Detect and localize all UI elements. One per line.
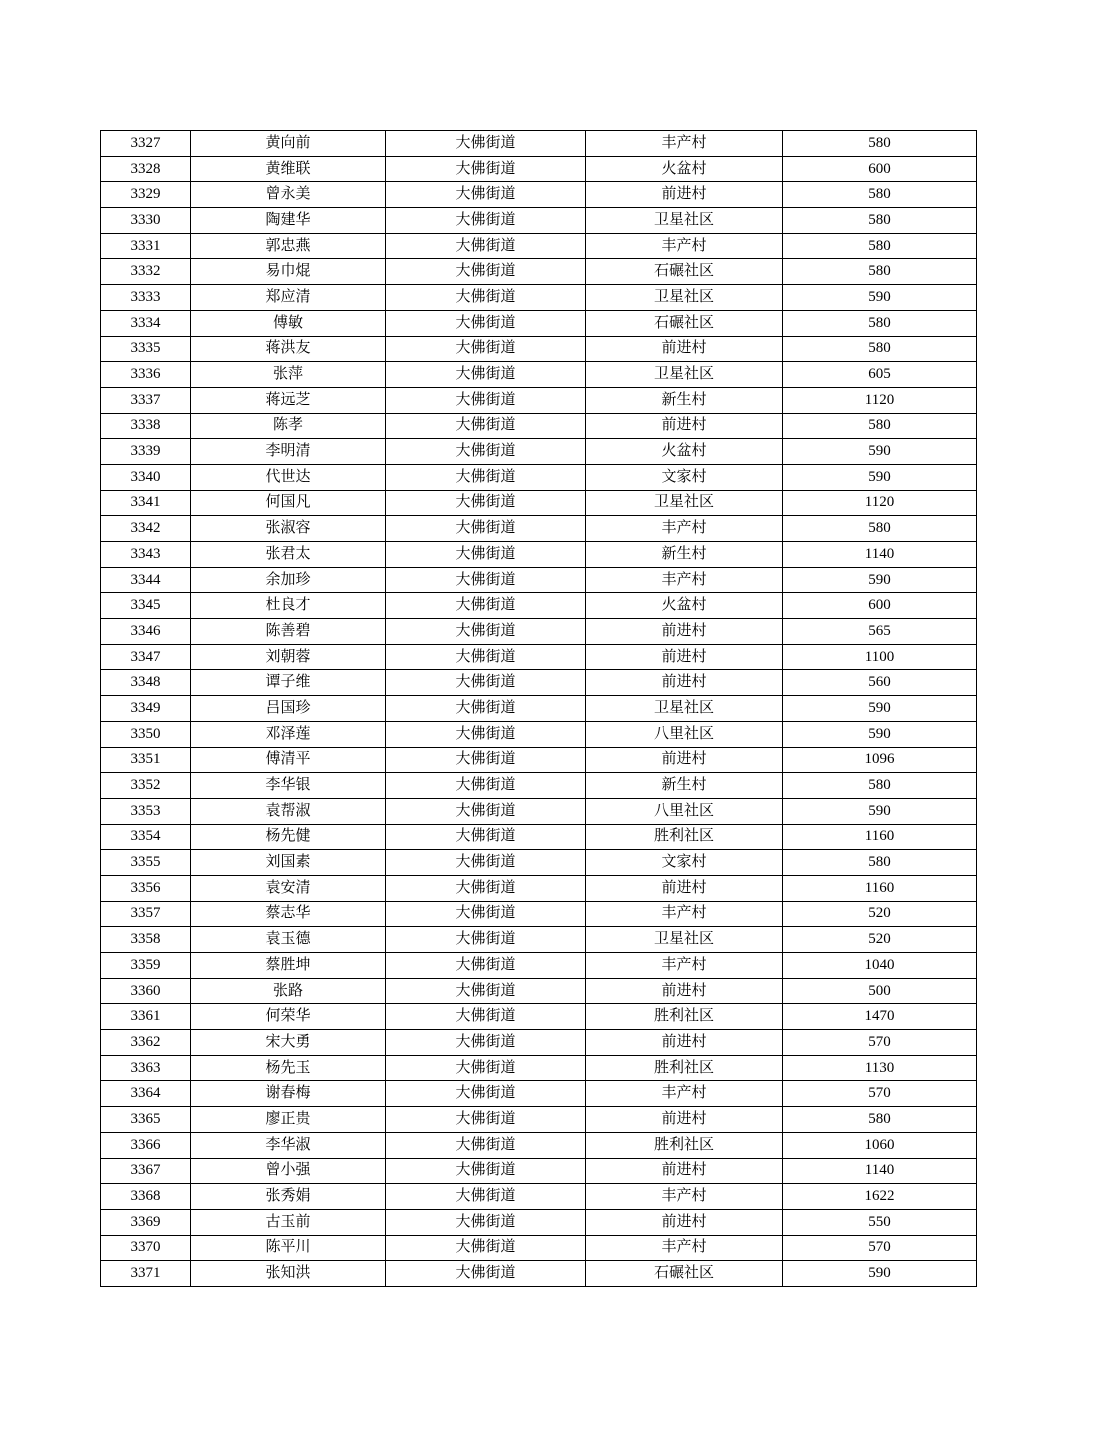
cell-street: 大佛街道 bbox=[386, 593, 586, 619]
cell-name: 蔡志华 bbox=[191, 901, 386, 927]
cell-village: 石碾社区 bbox=[586, 310, 783, 336]
cell-name: 袁帮淑 bbox=[191, 798, 386, 824]
cell-amount: 580 bbox=[783, 131, 977, 157]
cell-village: 卫星社区 bbox=[586, 696, 783, 722]
cell-amount: 600 bbox=[783, 156, 977, 182]
cell-id: 3327 bbox=[101, 131, 191, 157]
cell-street: 大佛街道 bbox=[386, 850, 586, 876]
cell-amount: 590 bbox=[783, 567, 977, 593]
cell-name: 陶建华 bbox=[191, 208, 386, 234]
cell-village: 前进村 bbox=[586, 413, 783, 439]
cell-id: 3343 bbox=[101, 542, 191, 568]
cell-village: 前进村 bbox=[586, 619, 783, 645]
table-row bbox=[101, 953, 977, 979]
cell-amount: 580 bbox=[783, 516, 977, 542]
cell-amount: 580 bbox=[783, 259, 977, 285]
cell-amount: 580 bbox=[783, 773, 977, 799]
cell-name: 张萍 bbox=[191, 362, 386, 388]
cell-amount: 1060 bbox=[783, 1132, 977, 1158]
table-row bbox=[101, 336, 977, 362]
cell-id: 3367 bbox=[101, 1158, 191, 1184]
cell-name: 杜良才 bbox=[191, 593, 386, 619]
cell-id: 3337 bbox=[101, 387, 191, 413]
cell-name: 郑应清 bbox=[191, 285, 386, 311]
cell-id: 3362 bbox=[101, 1030, 191, 1056]
cell-name: 陈孝 bbox=[191, 413, 386, 439]
cell-street: 大佛街道 bbox=[386, 1209, 586, 1235]
cell-id: 3355 bbox=[101, 850, 191, 876]
cell-village: 胜利社区 bbox=[586, 1055, 783, 1081]
cell-id: 3368 bbox=[101, 1184, 191, 1210]
table-row bbox=[101, 1235, 977, 1261]
cell-name: 廖正贵 bbox=[191, 1107, 386, 1133]
table-row bbox=[101, 670, 977, 696]
cell-amount: 1130 bbox=[783, 1055, 977, 1081]
cell-street: 大佛街道 bbox=[386, 208, 586, 234]
cell-village: 前进村 bbox=[586, 1158, 783, 1184]
cell-name: 傅敏 bbox=[191, 310, 386, 336]
cell-amount: 570 bbox=[783, 1081, 977, 1107]
cell-village: 文家村 bbox=[586, 850, 783, 876]
cell-village: 前进村 bbox=[586, 670, 783, 696]
cell-amount: 1096 bbox=[783, 747, 977, 773]
cell-amount: 590 bbox=[783, 696, 977, 722]
cell-amount: 580 bbox=[783, 310, 977, 336]
cell-amount: 590 bbox=[783, 464, 977, 490]
cell-name: 刘国素 bbox=[191, 850, 386, 876]
cell-amount: 590 bbox=[783, 1261, 977, 1287]
cell-street: 大佛街道 bbox=[386, 1030, 586, 1056]
cell-name: 张淑容 bbox=[191, 516, 386, 542]
cell-name: 陈善碧 bbox=[191, 619, 386, 645]
cell-id: 3335 bbox=[101, 336, 191, 362]
cell-amount: 500 bbox=[783, 978, 977, 1004]
cell-village: 火盆村 bbox=[586, 439, 783, 465]
cell-name: 谢春梅 bbox=[191, 1081, 386, 1107]
cell-street: 大佛街道 bbox=[386, 670, 586, 696]
cell-street: 大佛街道 bbox=[386, 413, 586, 439]
cell-village: 胜利社区 bbox=[586, 1004, 783, 1030]
cell-name: 代世达 bbox=[191, 464, 386, 490]
cell-village: 前进村 bbox=[586, 875, 783, 901]
cell-id: 3358 bbox=[101, 927, 191, 953]
cell-amount: 520 bbox=[783, 927, 977, 953]
cell-village: 丰产村 bbox=[586, 516, 783, 542]
table-row bbox=[101, 1158, 977, 1184]
cell-amount: 560 bbox=[783, 670, 977, 696]
cell-street: 大佛街道 bbox=[386, 824, 586, 850]
cell-id: 3341 bbox=[101, 490, 191, 516]
cell-name: 何国凡 bbox=[191, 490, 386, 516]
table-row bbox=[101, 901, 977, 927]
table-row bbox=[101, 464, 977, 490]
cell-amount: 580 bbox=[783, 208, 977, 234]
cell-village: 前进村 bbox=[586, 747, 783, 773]
cell-amount: 1120 bbox=[783, 490, 977, 516]
cell-village: 胜利社区 bbox=[586, 1132, 783, 1158]
table-row bbox=[101, 1132, 977, 1158]
table-row bbox=[101, 978, 977, 1004]
cell-village: 卫星社区 bbox=[586, 208, 783, 234]
cell-street: 大佛街道 bbox=[386, 1132, 586, 1158]
cell-street: 大佛街道 bbox=[386, 644, 586, 670]
cell-id: 3347 bbox=[101, 644, 191, 670]
cell-street: 大佛街道 bbox=[386, 798, 586, 824]
cell-name: 曾小强 bbox=[191, 1158, 386, 1184]
cell-village: 丰产村 bbox=[586, 131, 783, 157]
table-row bbox=[101, 1261, 977, 1287]
cell-street: 大佛街道 bbox=[386, 567, 586, 593]
cell-street: 大佛街道 bbox=[386, 696, 586, 722]
cell-street: 大佛街道 bbox=[386, 464, 586, 490]
cell-amount: 580 bbox=[783, 336, 977, 362]
table-row bbox=[101, 1004, 977, 1030]
cell-village: 前进村 bbox=[586, 1030, 783, 1056]
table-row bbox=[101, 1055, 977, 1081]
cell-name: 杨先健 bbox=[191, 824, 386, 850]
cell-amount: 590 bbox=[783, 285, 977, 311]
cell-street: 大佛街道 bbox=[386, 182, 586, 208]
cell-name: 李华淑 bbox=[191, 1132, 386, 1158]
cell-name: 张秀娟 bbox=[191, 1184, 386, 1210]
cell-street: 大佛街道 bbox=[386, 285, 586, 311]
table-row bbox=[101, 156, 977, 182]
cell-village: 火盆村 bbox=[586, 156, 783, 182]
records-table-body bbox=[101, 131, 977, 1287]
cell-amount: 580 bbox=[783, 1107, 977, 1133]
table-row bbox=[101, 413, 977, 439]
cell-name: 傅清平 bbox=[191, 747, 386, 773]
cell-amount: 590 bbox=[783, 798, 977, 824]
table-row bbox=[101, 593, 977, 619]
cell-street: 大佛街道 bbox=[386, 978, 586, 1004]
cell-amount: 600 bbox=[783, 593, 977, 619]
cell-id: 3359 bbox=[101, 953, 191, 979]
cell-id: 3339 bbox=[101, 439, 191, 465]
cell-id: 3346 bbox=[101, 619, 191, 645]
table-row bbox=[101, 567, 977, 593]
cell-name: 袁安清 bbox=[191, 875, 386, 901]
table-row bbox=[101, 259, 977, 285]
cell-street: 大佛街道 bbox=[386, 953, 586, 979]
cell-village: 前进村 bbox=[586, 644, 783, 670]
cell-street: 大佛街道 bbox=[386, 387, 586, 413]
cell-amount: 580 bbox=[783, 182, 977, 208]
cell-id: 3336 bbox=[101, 362, 191, 388]
cell-name: 宋大勇 bbox=[191, 1030, 386, 1056]
table-row bbox=[101, 1030, 977, 1056]
cell-id: 3329 bbox=[101, 182, 191, 208]
cell-street: 大佛街道 bbox=[386, 747, 586, 773]
cell-id: 3349 bbox=[101, 696, 191, 722]
cell-name: 蔡胜坤 bbox=[191, 953, 386, 979]
cell-name: 张知洪 bbox=[191, 1261, 386, 1287]
cell-street: 大佛街道 bbox=[386, 1004, 586, 1030]
cell-id: 3351 bbox=[101, 747, 191, 773]
cell-village: 丰产村 bbox=[586, 567, 783, 593]
cell-amount: 590 bbox=[783, 721, 977, 747]
cell-street: 大佛街道 bbox=[386, 1107, 586, 1133]
cell-id: 3328 bbox=[101, 156, 191, 182]
cell-street: 大佛街道 bbox=[386, 1158, 586, 1184]
cell-village: 新生村 bbox=[586, 387, 783, 413]
cell-amount: 1470 bbox=[783, 1004, 977, 1030]
cell-id: 3342 bbox=[101, 516, 191, 542]
cell-village: 卫星社区 bbox=[586, 927, 783, 953]
cell-name: 黄维联 bbox=[191, 156, 386, 182]
cell-id: 3356 bbox=[101, 875, 191, 901]
cell-id: 3344 bbox=[101, 567, 191, 593]
cell-name: 古玉前 bbox=[191, 1209, 386, 1235]
table-row bbox=[101, 927, 977, 953]
table-row bbox=[101, 490, 977, 516]
cell-id: 3370 bbox=[101, 1235, 191, 1261]
table-row bbox=[101, 875, 977, 901]
cell-id: 3353 bbox=[101, 798, 191, 824]
cell-id: 3361 bbox=[101, 1004, 191, 1030]
cell-name: 张路 bbox=[191, 978, 386, 1004]
records-table bbox=[100, 130, 977, 1287]
cell-village: 丰产村 bbox=[586, 233, 783, 259]
table-row bbox=[101, 542, 977, 568]
table-row bbox=[101, 182, 977, 208]
cell-village: 前进村 bbox=[586, 978, 783, 1004]
cell-street: 大佛街道 bbox=[386, 490, 586, 516]
table-row bbox=[101, 619, 977, 645]
cell-name: 刘朝蓉 bbox=[191, 644, 386, 670]
cell-street: 大佛街道 bbox=[386, 1261, 586, 1287]
cell-village: 八里社区 bbox=[586, 721, 783, 747]
cell-street: 大佛街道 bbox=[386, 516, 586, 542]
cell-id: 3330 bbox=[101, 208, 191, 234]
cell-id: 3360 bbox=[101, 978, 191, 1004]
table-row bbox=[101, 362, 977, 388]
cell-street: 大佛街道 bbox=[386, 310, 586, 336]
cell-village: 前进村 bbox=[586, 182, 783, 208]
cell-village: 前进村 bbox=[586, 336, 783, 362]
cell-id: 3331 bbox=[101, 233, 191, 259]
cell-name: 李明清 bbox=[191, 439, 386, 465]
table-row bbox=[101, 773, 977, 799]
cell-street: 大佛街道 bbox=[386, 901, 586, 927]
cell-id: 3371 bbox=[101, 1261, 191, 1287]
cell-name: 余加珍 bbox=[191, 567, 386, 593]
cell-village: 胜利社区 bbox=[586, 824, 783, 850]
cell-street: 大佛街道 bbox=[386, 721, 586, 747]
cell-village: 丰产村 bbox=[586, 901, 783, 927]
cell-village: 卫星社区 bbox=[586, 490, 783, 516]
table-row bbox=[101, 233, 977, 259]
cell-street: 大佛街道 bbox=[386, 927, 586, 953]
cell-village: 火盆村 bbox=[586, 593, 783, 619]
cell-amount: 1140 bbox=[783, 1158, 977, 1184]
cell-village: 丰产村 bbox=[586, 953, 783, 979]
table-row bbox=[101, 1209, 977, 1235]
table-row bbox=[101, 824, 977, 850]
cell-id: 3364 bbox=[101, 1081, 191, 1107]
table-row bbox=[101, 208, 977, 234]
cell-name: 黄向前 bbox=[191, 131, 386, 157]
cell-amount: 1040 bbox=[783, 953, 977, 979]
cell-name: 蒋远芝 bbox=[191, 387, 386, 413]
cell-street: 大佛街道 bbox=[386, 233, 586, 259]
cell-amount: 1160 bbox=[783, 875, 977, 901]
cell-name: 邓泽莲 bbox=[191, 721, 386, 747]
cell-id: 3345 bbox=[101, 593, 191, 619]
table-row bbox=[101, 798, 977, 824]
cell-street: 大佛街道 bbox=[386, 156, 586, 182]
cell-amount: 1120 bbox=[783, 387, 977, 413]
cell-amount: 605 bbox=[783, 362, 977, 388]
cell-street: 大佛街道 bbox=[386, 259, 586, 285]
cell-id: 3350 bbox=[101, 721, 191, 747]
cell-name: 吕国珍 bbox=[191, 696, 386, 722]
table-row bbox=[101, 310, 977, 336]
cell-street: 大佛街道 bbox=[386, 542, 586, 568]
cell-amount: 1622 bbox=[783, 1184, 977, 1210]
table-row bbox=[101, 721, 977, 747]
cell-id: 3334 bbox=[101, 310, 191, 336]
cell-name: 曾永美 bbox=[191, 182, 386, 208]
cell-village: 新生村 bbox=[586, 542, 783, 568]
table-row bbox=[101, 131, 977, 157]
cell-village: 卫星社区 bbox=[586, 362, 783, 388]
cell-id: 3338 bbox=[101, 413, 191, 439]
cell-amount: 570 bbox=[783, 1030, 977, 1056]
cell-street: 大佛街道 bbox=[386, 131, 586, 157]
cell-village: 前进村 bbox=[586, 1209, 783, 1235]
cell-id: 3333 bbox=[101, 285, 191, 311]
table-row bbox=[101, 516, 977, 542]
cell-amount: 570 bbox=[783, 1235, 977, 1261]
cell-name: 袁玉德 bbox=[191, 927, 386, 953]
cell-amount: 565 bbox=[783, 619, 977, 645]
cell-amount: 1100 bbox=[783, 644, 977, 670]
cell-street: 大佛街道 bbox=[386, 439, 586, 465]
cell-name: 张君太 bbox=[191, 542, 386, 568]
cell-street: 大佛街道 bbox=[386, 773, 586, 799]
cell-village: 石碾社区 bbox=[586, 1261, 783, 1287]
cell-village: 卫星社区 bbox=[586, 285, 783, 311]
cell-name: 杨先玉 bbox=[191, 1055, 386, 1081]
cell-id: 3352 bbox=[101, 773, 191, 799]
cell-village: 文家村 bbox=[586, 464, 783, 490]
cell-name: 郭忠燕 bbox=[191, 233, 386, 259]
cell-amount: 520 bbox=[783, 901, 977, 927]
cell-name: 陈平川 bbox=[191, 1235, 386, 1261]
table-row bbox=[101, 439, 977, 465]
cell-name: 易巾焜 bbox=[191, 259, 386, 285]
cell-id: 3354 bbox=[101, 824, 191, 850]
cell-id: 3340 bbox=[101, 464, 191, 490]
cell-street: 大佛街道 bbox=[386, 1235, 586, 1261]
cell-village: 丰产村 bbox=[586, 1081, 783, 1107]
cell-amount: 580 bbox=[783, 233, 977, 259]
cell-street: 大佛街道 bbox=[386, 1055, 586, 1081]
cell-amount: 580 bbox=[783, 413, 977, 439]
cell-amount: 1160 bbox=[783, 824, 977, 850]
cell-amount: 1140 bbox=[783, 542, 977, 568]
cell-id: 3369 bbox=[101, 1209, 191, 1235]
cell-name: 何荣华 bbox=[191, 1004, 386, 1030]
cell-street: 大佛街道 bbox=[386, 1184, 586, 1210]
cell-street: 大佛街道 bbox=[386, 1081, 586, 1107]
cell-village: 丰产村 bbox=[586, 1235, 783, 1261]
cell-street: 大佛街道 bbox=[386, 619, 586, 645]
table-row bbox=[101, 644, 977, 670]
cell-village: 石碾社区 bbox=[586, 259, 783, 285]
cell-amount: 590 bbox=[783, 439, 977, 465]
cell-village: 八里社区 bbox=[586, 798, 783, 824]
table-row bbox=[101, 387, 977, 413]
cell-id: 3332 bbox=[101, 259, 191, 285]
cell-id: 3365 bbox=[101, 1107, 191, 1133]
table-row bbox=[101, 1184, 977, 1210]
table-row bbox=[101, 747, 977, 773]
cell-id: 3366 bbox=[101, 1132, 191, 1158]
table-row bbox=[101, 285, 977, 311]
table-row bbox=[101, 1107, 977, 1133]
cell-street: 大佛街道 bbox=[386, 362, 586, 388]
cell-name: 谭子维 bbox=[191, 670, 386, 696]
cell-id: 3357 bbox=[101, 901, 191, 927]
table-row bbox=[101, 850, 977, 876]
cell-id: 3348 bbox=[101, 670, 191, 696]
cell-id: 3363 bbox=[101, 1055, 191, 1081]
cell-village: 新生村 bbox=[586, 773, 783, 799]
cell-amount: 550 bbox=[783, 1209, 977, 1235]
cell-name: 李华银 bbox=[191, 773, 386, 799]
table-row bbox=[101, 696, 977, 722]
cell-street: 大佛街道 bbox=[386, 875, 586, 901]
cell-street: 大佛街道 bbox=[386, 336, 586, 362]
table-row bbox=[101, 1081, 977, 1107]
cell-village: 丰产村 bbox=[586, 1184, 783, 1210]
cell-name: 蒋洪友 bbox=[191, 336, 386, 362]
cell-village: 前进村 bbox=[586, 1107, 783, 1133]
cell-amount: 580 bbox=[783, 850, 977, 876]
